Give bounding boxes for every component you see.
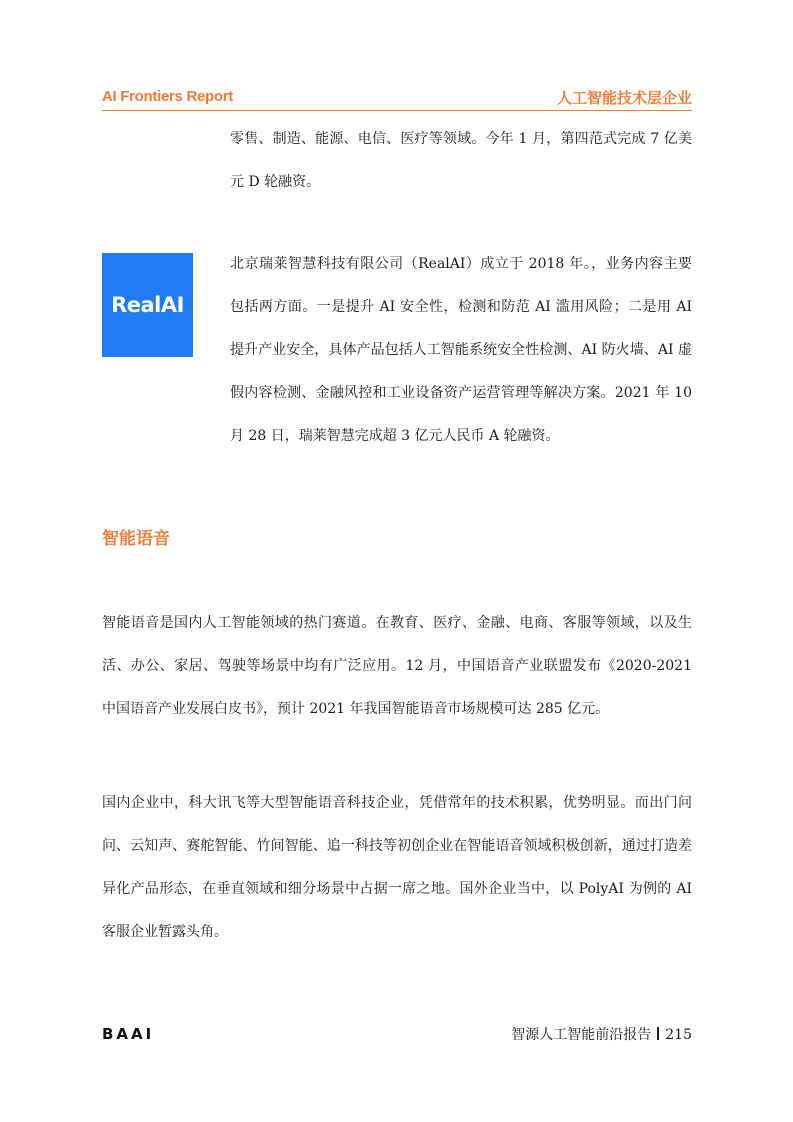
footer-report-name: 智源人工智能前沿报告 <box>511 1027 652 1043</box>
realai-logo <box>102 253 193 357</box>
footer-divider <box>657 1027 659 1040</box>
page-footer <box>511 1024 692 1044</box>
section-title: 智能语音 <box>102 529 170 549</box>
section-paragraph-2: 国内企业中，科大讯飞等大型智能语音科技企业，凭借常年的技术积累，优势明显。而出门问问、云知声、赛舵智能、竹间智能、追一科技等初创企业在智能语音领域积极创新，通过打造差异化产品形态，在垂直领域和细分场景中占据一席之地。国外企业当中，以 PolyAI 为例的 AI 客服企业暂露头角。 <box>102 795 692 940</box>
baai-logo: BAAI <box>102 1025 155 1043</box>
realai-description: 北京瑞莱智慧科技有限公司（RealAI）成立于 2018 年。，业务内容主要包括两方面。一是提升 AI 安全性，检测和防范 AI 滥用风险；二是用 AI 提升产业安全，具体产品包括人工智能系统安全性检测、AI 防火墙、AI 虚假内容检测、金融风控和工业设备资产运营管理等解决方案。2021 年 10 月 28 日，瑞莱智慧完成超 3 亿元人民币 A 轮融资。 <box>230 256 692 444</box>
chapter-title: 人工智能技术层企业 <box>556 89 692 107</box>
realai-logo-text: RealAI <box>111 293 184 317</box>
page-header <box>102 86 692 111</box>
page-number: 215 <box>665 1027 692 1043</box>
section-paragraph-1: 智能语音是国内人工智能领域的热门赛道。在教育、医疗、金融、电商、客服等领域，以及生活、办公、家居、驾驶等场景中均有广泛应用。12 月，中国语音产业联盟发布《2020-2021 中国语音产业发展白皮书》，预计 2021 年我国智能语音市场规模可达 285 亿元。 <box>102 615 692 717</box>
continued-paragraph: 零售、制造、能源、电信、医疗等领域。今年 1 月，第四范式完成 7 亿美元 D 轮融资。 <box>230 131 692 190</box>
report-title-en: AI Frontiers Report <box>102 88 233 105</box>
